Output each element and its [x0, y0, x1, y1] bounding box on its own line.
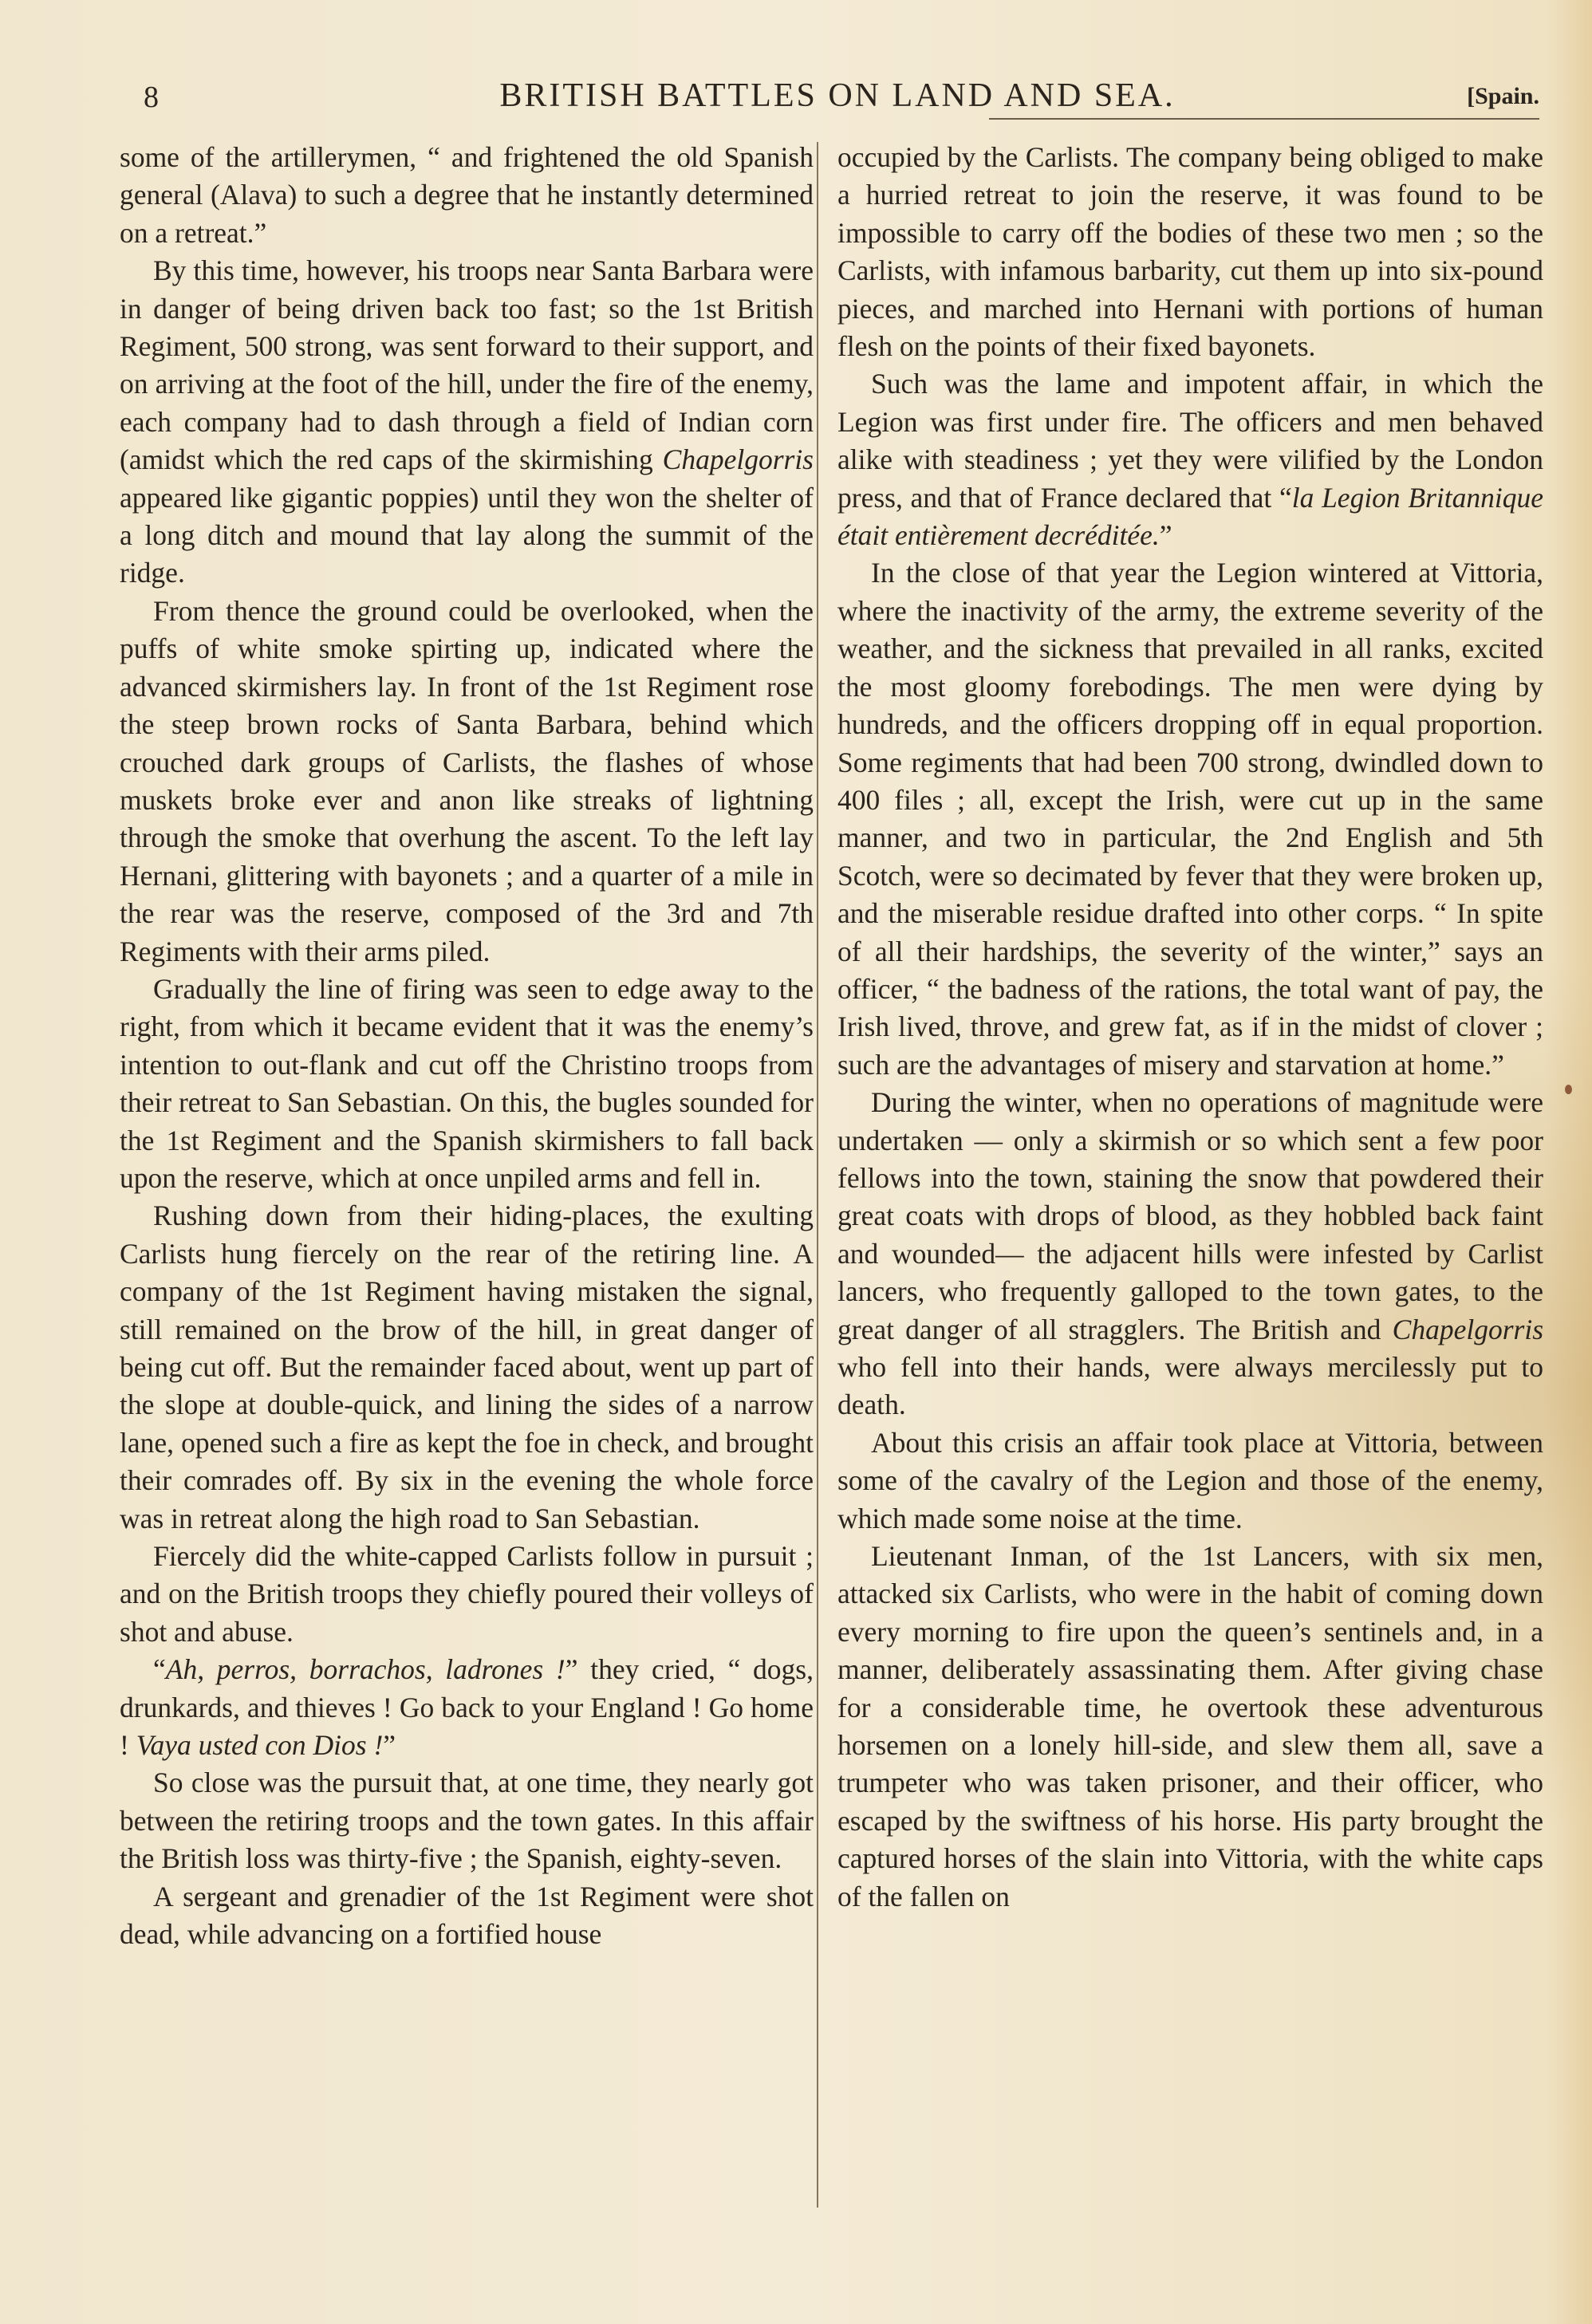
- paragraph: During the winter, when no operations of magnitude were undertaken — only a skirmish or so which sent a few poor fellows into the town, staining the snow that powdered their great coats with drops of blood, as they hobbled back faint and wounded— the adjacent hills were infested by Carlist lancers, who frequently galloped to the town gates, to the great danger of all stragglers. The British and Chapelgorris who fell into their hands, were always mercilessly put to death.: [837, 1086, 1544, 1421]
- paragraph: About this crisis an affair took place at Vittoria, between some of the cavalry of the Legion and those of the enemy, which made some noise at the time.: [837, 1426, 1543, 1534]
- column-divider: [817, 142, 818, 2208]
- paragraph: By this time, however, his troops near Santa Barbara were in danger of being driven back too fast; so the 1st British Regiment, 500 strong, was sent forward to their support, and on arriving at the foot of the hill, under the fire of the enemy, each company had to dash through a field of Indian corn (amidst which the red caps of the skirmishing Chapelgorris appeared like gigantic poppies) until they won the shelter of a long ditch and mound that lay along the summit of the ridge.: [120, 254, 814, 589]
- paragraph: Such was the lame and impotent affair, in which the Legion was first under fire. The officers and men behaved alike with steadiness ; yet they were vilified by the London press, and that of France declared that “la Legion Britannique était entièrement decréditée.”: [837, 368, 1543, 552]
- page-header: [136, 73, 1539, 121]
- right-column: [837, 139, 1543, 1916]
- paragraph: occupied by the Carlists. The company being obliged to make a hurried retreat to join the reserve, it was found to be impossible to carry off the bodies of these two men ; so the Carlists, with infamous barbarity, cut them up into six-pound pieces, and marched into Hernani with portions of human flesh on the points of their fixed bayonets.: [837, 141, 1543, 363]
- left-column: [120, 139, 814, 1954]
- paragraph: Rushing down from their hiding-places, the exulting Carlists hung fiercely on the rear of the retiring line. A company of the 1st Regiment having mistaken the signal, still remained on the brow of the hill, in great danger of being cut off. But the remainder faced about, went up part of the slope at double-quick, and lining the sides of a narrow lane, opened such a fire as kept the foe in check, and brought their comrades off. By six in the evening the whole force was in retreat along the high road to San Sebastian.: [120, 1199, 814, 1534]
- paragraph: Gradually the line of firing was seen to edge away to the right, from which it became evident that it was the enemy’s intention to out-flank and cut off the Christino troops from their retreat to San Sebastian. On this, the bugles sounded for the 1st Regiment and the Spanish skirmishers to fall back upon the reserve, which at once unpiled arms and fell in.: [120, 972, 814, 1194]
- ink-speck: [1565, 1085, 1572, 1094]
- paragraph: “Ah, perros, borrachos, ladrones !” they cried, “ dogs, drunkards, and thieves ! Go back to your England ! Go home ! Vaya usted con Dios !”: [120, 1653, 814, 1762]
- paragraph: So close was the pursuit that, at one time, they nearly got between the retiring troops and the town gates. In this affair the British loss was thirty-five ; the Spanish, eighty-seven.: [120, 1767, 814, 1875]
- paragraph: From thence the ground could be overlooked, when the puffs of white smoke spirting up, indicated where the advanced skirmishers lay. In front of the 1st Regiment rose the steep brown rocks of Santa Barbara, behind which crouched dark groups of Carlists, the flashes of whose muskets broke ever and anon like streaks of lightning through the smoke that overhung the ascent. To the left lay Hernani, glittering with bayonets ; and a quarter of a mile in the rear was the reserve, composed of the 3rd and 7th Regiments with their arms piled.: [120, 594, 814, 967]
- paragraph: A sergeant and grenadier of the 1st Regiment were shot dead, while advancing on a fortified house: [120, 1880, 814, 1951]
- paragraph: Lieutenant Inman, of the 1st Lancers, with six men, attacked six Carlists, who were in the habit of coming down every morning to fire upon the queen’s sentinels and, in a manner, deliberately assassinating them. After giving chase for a considerable time, he overtook these adventurous horsemen on a lonely hill-side, and slew them all, save a trumpeter who was taken prisoner, and their officer, who escaped by the swiftness of his horse. His party brought the captured horses of the slain into Vittoria, with the white caps of the fallen on: [837, 1540, 1543, 1912]
- header-rule: [989, 118, 1539, 120]
- paragraph: Fiercely did the white-capped Carlists follow in pursuit ; and on the British troops they chiefly poured their volleys of shot and abuse.: [120, 1540, 814, 1648]
- paragraph: In the close of that year the Legion wintered at Vittoria, where the inactivity of the army, the extreme severity of the weather, and the sickness that prevailed in all ranks, excited the most gloomy forebodings. The men were dying by hundreds, and the officers dropping off in equal proportion. Some regiments that had been 700 strong, dwindled down to 400 files ; all, except the Irish, were cut up in the same manner, and two in particular, the 2nd English and 5th Scotch, were so decimated by fever that they were broken up, and the miserable residue drafted into other corps. “ In spite of all their hardships, the severity of the winter,” says an officer, “ the badness of the rations, the total want of pay, the Irish lived, throve, and grew fat, as if in the midst of clover ; such are the advantages of misery and starvation at home.”: [837, 557, 1543, 1081]
- running-title: BRITISH BATTLES ON LAND AND SEA.: [499, 77, 1176, 114]
- paragraph: some of the artillerymen, “ and frightened the old Spanish general (Alava) to such a degree that he instantly determined on a retreat.”: [120, 141, 814, 249]
- section-tag: [Spain.: [1467, 83, 1539, 109]
- page-number: 8: [144, 81, 159, 114]
